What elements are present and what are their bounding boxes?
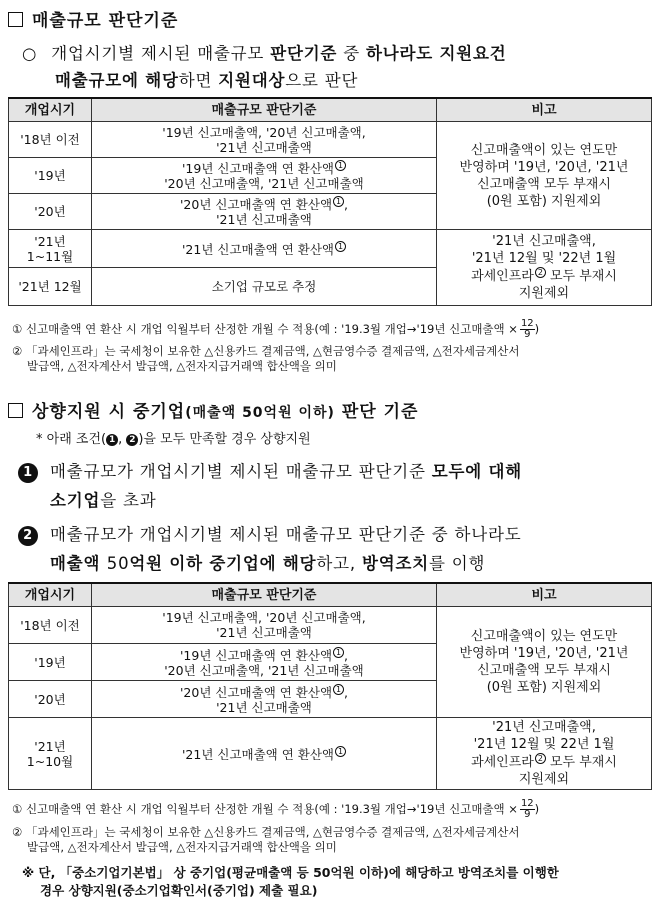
footnote-1: ① 신고매출액 연 환산 시 개업 익월부터 산정한 개월 수 적용(예 : '19.3월 개업→'19년 신고매출액 × $\frac{12}{9}$ ) <box>12 318 540 340</box>
final-note: ※ 단, 「중소기업기본법」 상 중기업(평균매출액 등 50억원 이하)에 해당하고 방역조치를 이행한 경우 상향지원(중소기업확인서(중기업) 제출 필요) <box>22 865 559 898</box>
table-row: '19년 '19년 신고매출액 연 환산액 1 '20년 신고매출액, '21년 신고매출액 <box>9 158 652 194</box>
footnote-1: ① 신고매출액 연 환산 시 개업 익월부터 산정한 개월 수 적용(예 : '19.3월 개업→'19년 신고매출액 × $\frac{12}{9}$ ) <box>12 798 540 820</box>
remark-cell-1: 신고매출액이 있는 연도만 반영하며 '19년, '20년, '21년 신고매출액 모두 부재시 (0원 포함) 지원제외 <box>437 122 652 230</box>
checkbox-square-icon <box>8 12 23 27</box>
section1-title: 매출규모 판단기준 <box>8 6 178 31</box>
fraction: $\frac{12}{9}$ <box>520 798 534 820</box>
footnote-2: ② 「과세인프라」는 국세청이 보유한 △신용카드 결제금액, △현금영수증 결제금액, △전자세금계산서 발급액, △전자계산서 발급액, △전자지급거래액 합산액을 의미 <box>12 825 520 854</box>
criteria-table-1 <box>8 97 652 306</box>
table-row: '21년 12월 소기업 규모로 추정 <box>9 268 652 306</box>
criteria-table-2 <box>8 582 652 790</box>
condition-2: 2 매출규모가 개업시기별 제시된 매출규모 판단기준 중 하나라도 매출액 50억원 이하 중기업에 해당하고, 방역조치를 이행 <box>18 520 521 578</box>
header-remark: 비고 <box>437 583 652 607</box>
checkbox-square-icon <box>8 403 23 418</box>
condition-1: 1 매출규모가 개업시기별 제시된 매출규모 판단기준 모두에 대해 소기업을 초과 <box>18 457 522 515</box>
remark-cell-2: '21년 신고매출액, '21년 12월 및 22년 1월 과세인프라 2 모두 부재시 지원제외 <box>437 718 652 790</box>
header-period: 개업시기 <box>9 98 92 122</box>
circle-bullet-icon: ○ <box>22 44 38 63</box>
section2-title: 상향지원 시 중기업(매출액 50억원 이하) 판단 기준 <box>8 397 418 422</box>
table-row: '18년 이전 '19년 신고매출액, '20년 신고매출액, '21년 신고매출액 신고매출액이 있는 연도만 반영하며 '19년, '20년, '21년 신고매출액 모두 부재시 (0원 포함) 지원제외 <box>9 607 652 644</box>
header-criteria: 매출규모 판단기준 <box>92 98 437 122</box>
table-header-row <box>9 98 652 122</box>
header-period: 개업시기 <box>9 583 92 607</box>
footnote-2: ② 「과세인프라」는 국세청이 보유한 △신용카드 결제금액, △현금영수증 결제금액, △전자세금계산서 발급액, △전자계산서 발급액, △전자지급거래액 합산액을 의미 <box>12 344 520 373</box>
header-criteria: 매출규모 판단기준 <box>92 583 437 607</box>
table-row: '21년 1~11월 '21년 신고매출액 연 환산액 1 '21년 신고매출액, '21년 12월 및 '22년 1월 과세인프라 2 모두 부재시 지원제외 <box>9 230 652 268</box>
section1-bullet: ○ 개업시기별 제시된 매출규모 판단기준 중 하나라도 지원요건 매출규모에 해당하면 지원대상으로 판단 <box>22 44 507 90</box>
table-row: '21년 1~10월 '21년 신고매출액 연 환산액 1 '21년 신고매출액, '21년 12월 및 22년 1월 과세인프라 2 모두 부재시 지원제외 <box>9 718 652 790</box>
remark-cell-2: '21년 신고매출액, '21년 12월 및 '22년 1월 과세인프라 2 모두 부재시 지원제외 <box>437 230 652 306</box>
remark-cell-1: 신고매출액이 있는 연도만 반영하며 '19년, '20년, '21년 신고매출액 모두 부재시 (0원 포함) 지원제외 <box>437 607 652 718</box>
table-row: '20년 '20년 신고매출액 연 환산액 1 , '21년 신고매출액 <box>9 194 652 230</box>
header-remark: 비고 <box>437 98 652 122</box>
table-row: '20년 '20년 신고매출액 연 환산액 1 , '21년 신고매출액 <box>9 681 652 718</box>
condition-note: * 아래 조건( 1 , 2 )을 모두 만족할 경우 상향지원 <box>36 432 311 447</box>
table-header-row <box>9 583 652 607</box>
fraction: $\frac{12}{9}$ <box>520 318 534 340</box>
table-row: '18년 이전 '19년 신고매출액, '20년 신고매출액, '21년 신고매출액 신고매출액이 있는 연도만 반영하며 '19년, '20년, '21년 신고매출액 모두 부재시 (0원 포함) 지원제외 <box>9 122 652 158</box>
table-row: '19년 '19년 신고매출액 연 환산액 1 , '20년 신고매출액, '21년 신고매출액 <box>9 644 652 681</box>
